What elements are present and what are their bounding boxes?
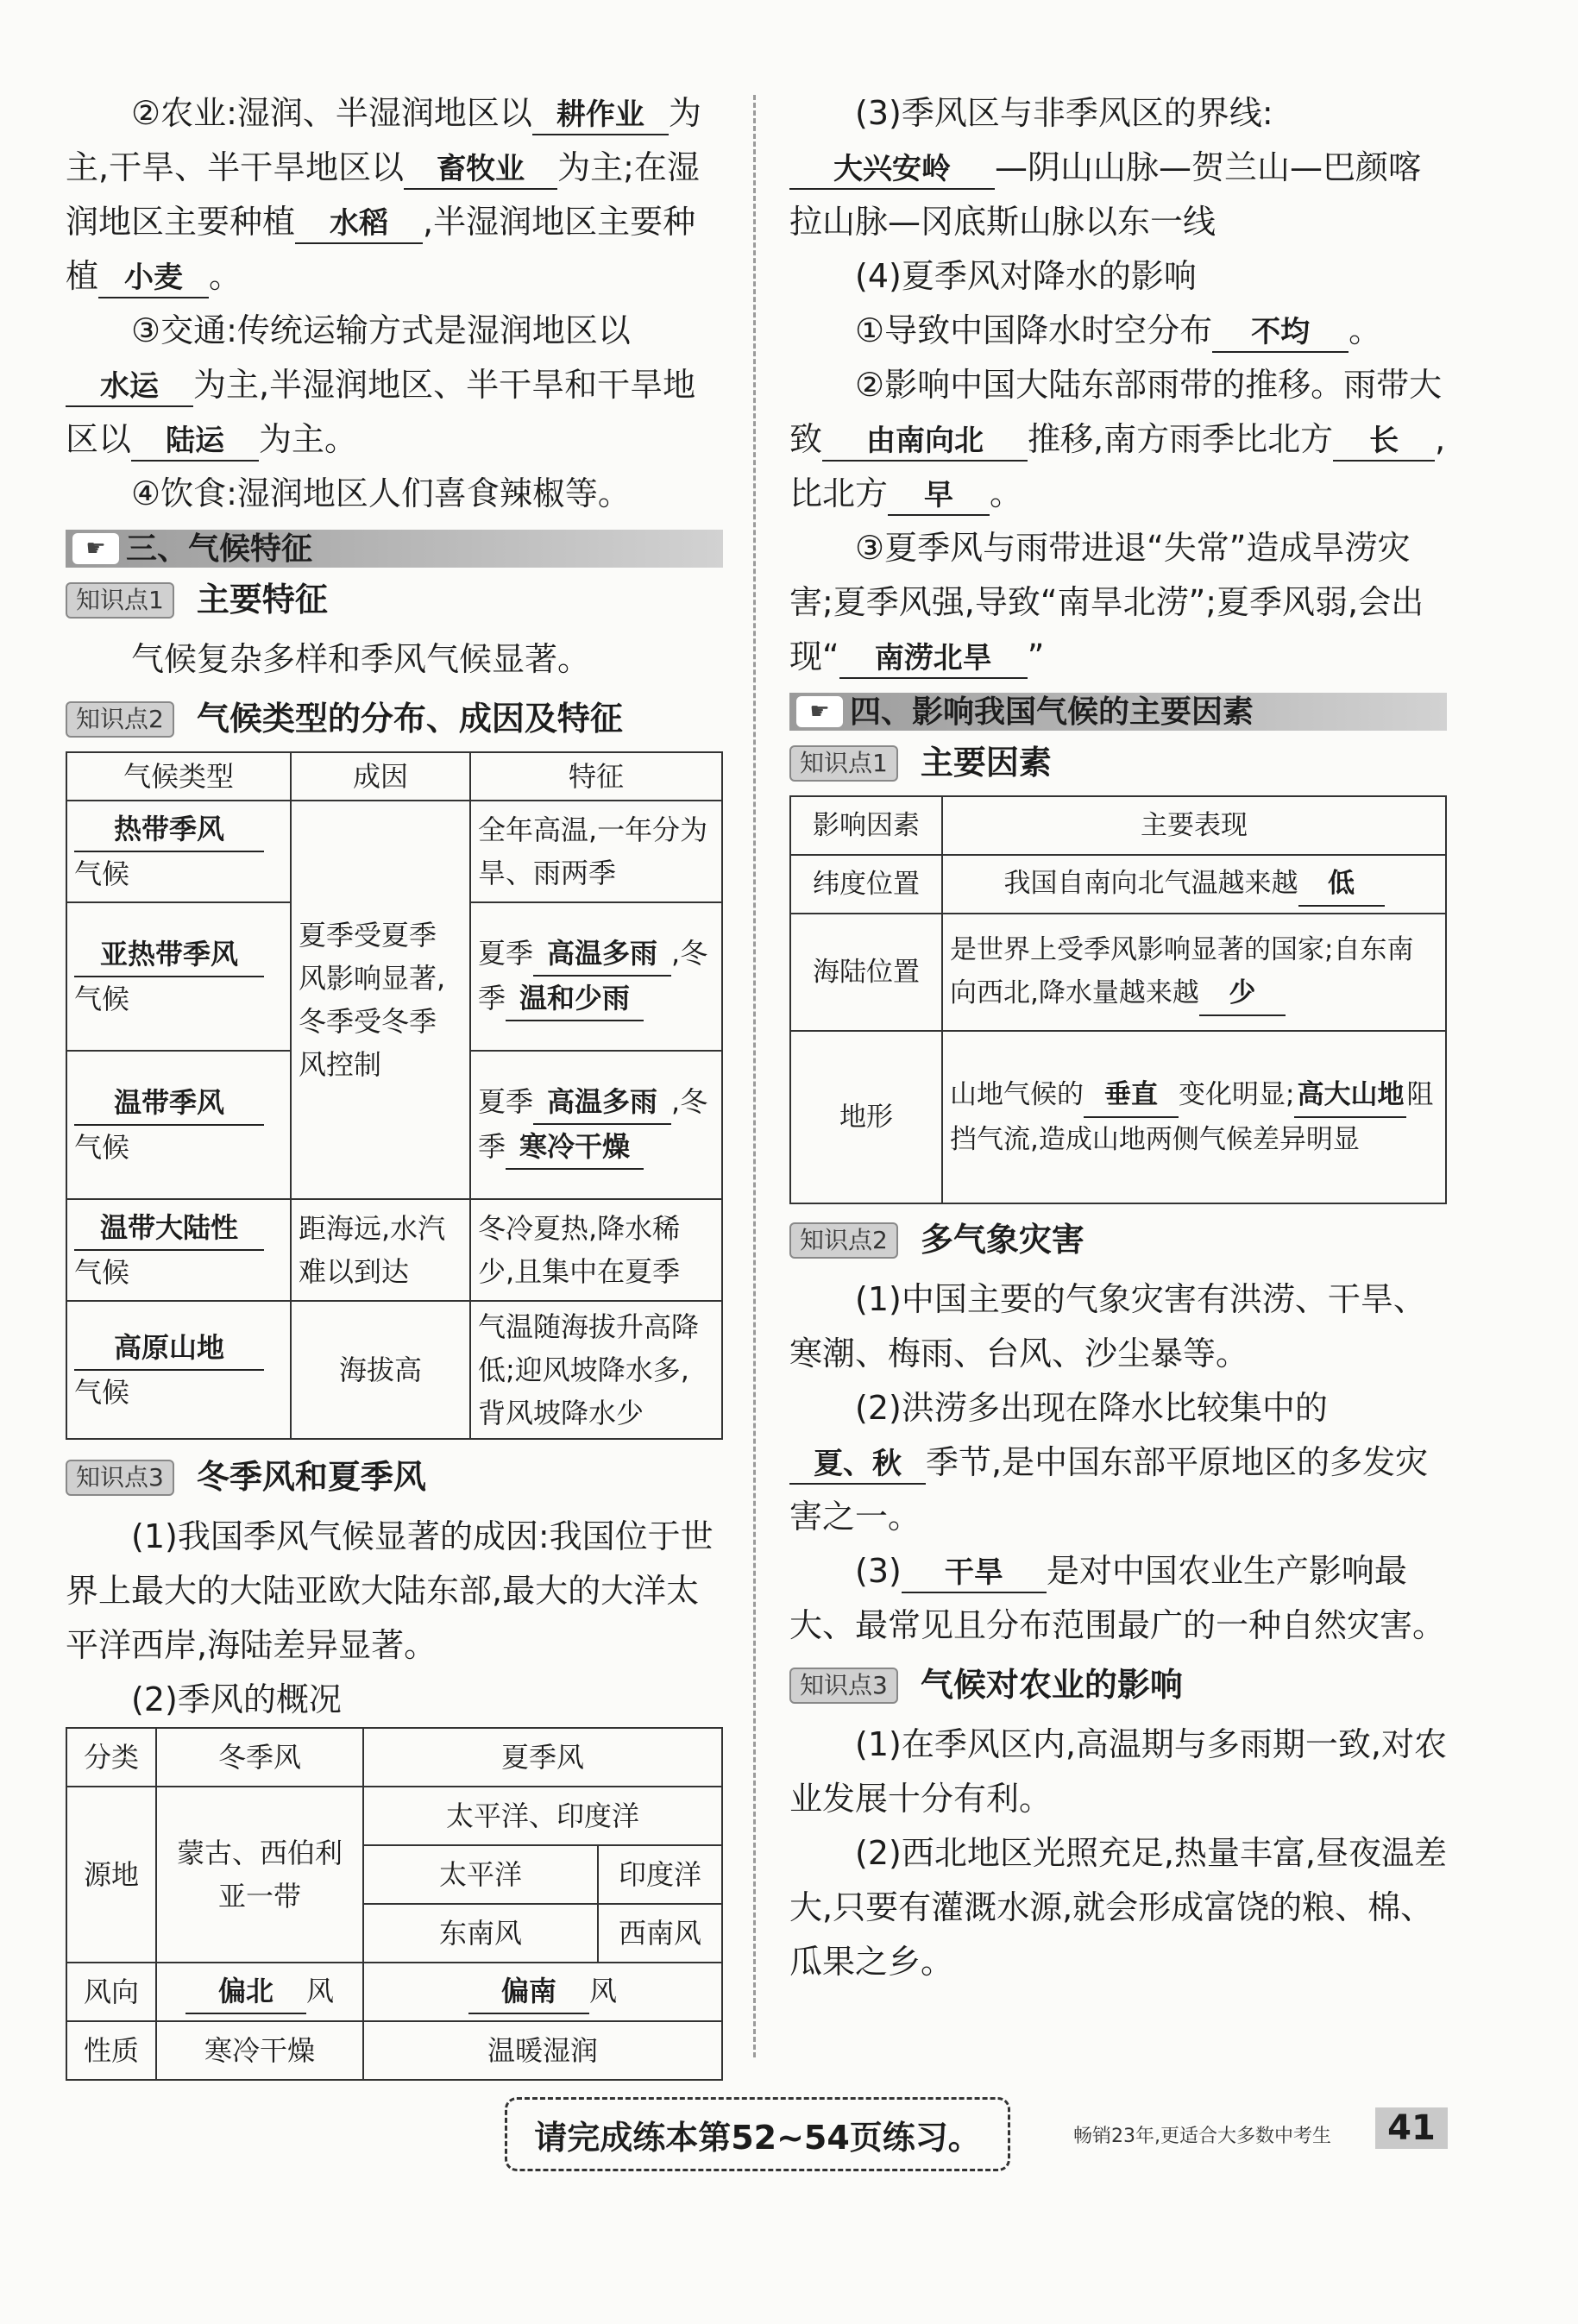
agriculture-paragraph: ②农业:湿润、半湿润地区以 耕作业 为主,干旱、半干旱地区以 畜牧业 为主;在湿润地区主要种植 水稻 ,半湿润地区主要种植 小麦 。 xyxy=(66,86,723,304)
answer-blank[interactable]: 温和少雨 xyxy=(506,977,644,1021)
answer-blank[interactable]: 偏南 xyxy=(468,1969,589,2014)
knowledge-point-title: 主要因素 xyxy=(920,744,1052,782)
monsoon-overview-label: (2)季风的概况 xyxy=(131,1680,342,1718)
right-column xyxy=(789,86,1447,1989)
precipitation-paragraph: ①导致中国降水时空分布 不均 。 xyxy=(789,304,1447,358)
climate-type-cell: 温带大陆性 气候 xyxy=(66,1199,291,1301)
monsoon-cause-paragraph: (1)我国季风气候显著的成因:我国位于世界上最大的大陆亚欧大陆东部,最大的大洋太平洋西岸,海陆差异显著。 xyxy=(66,1517,714,1664)
answer-blank[interactable]: 耕作业 xyxy=(532,96,669,135)
drought-paragraph: (3) 干旱 是对中国农业生产影响最大、最常见且分布范围最广的一种自然灾害。 xyxy=(789,1552,1446,1644)
knowledge-point-3 xyxy=(66,1450,723,1504)
knowledge-point-title: 主要特征 xyxy=(196,581,328,619)
pointing-hand-icon: ☛ xyxy=(72,533,119,564)
climate-factor-table xyxy=(789,795,1447,1204)
rain-belt-paragraph: ②影响中国大陆东部雨带的推移。雨带大致 由南向北 推移,南方雨季比北方 长 ,比北方 早 。 xyxy=(789,358,1447,521)
answer-blank[interactable]: 寒冷干燥 xyxy=(506,1125,644,1170)
cause-cell: 海拔高 xyxy=(291,1301,470,1439)
knowledge-point-badge: 知识点1 xyxy=(66,582,174,619)
answer-blank[interactable]: 不均 xyxy=(1212,313,1349,353)
winter-direction-cell: 偏北 风 xyxy=(156,1963,363,2021)
feature-cell: 冬冷夏热,降水稀少,且集中在夏季 xyxy=(470,1199,722,1301)
summer-direction-cell: 偏南 风 xyxy=(363,1963,722,2021)
knowledge-point-badge: 知识点3 xyxy=(789,1668,898,1704)
knowledge-point-1 xyxy=(66,573,723,627)
answer-blank[interactable]: 大兴安岭 xyxy=(789,150,995,190)
answer-blank[interactable]: 少 xyxy=(1199,971,1286,1016)
knowledge-point-title: 多气象灾害 xyxy=(920,1221,1084,1259)
table-row xyxy=(790,914,1446,1031)
table-row xyxy=(66,1787,722,1845)
knowledge-point-badge: 知识点3 xyxy=(66,1460,174,1496)
row-label: 性质 xyxy=(66,2021,156,2080)
table-row xyxy=(790,1031,1446,1203)
monsoon-table xyxy=(66,1727,723,2081)
answer-blank[interactable]: 温带季风 xyxy=(74,1081,264,1126)
pointing-hand-icon: ☛ xyxy=(796,696,843,727)
row-label: 源地 xyxy=(66,1787,156,1963)
flood-paragraph: (2)洪涝多出现在降水比较集中的夏、秋 季节,是中国东部平原地区的多发灾害之一。 xyxy=(789,1389,1429,1536)
page-number: 41 xyxy=(1375,2107,1448,2149)
diet-paragraph: ④饮食:湿润地区人们喜食辣椒等。 xyxy=(131,474,631,512)
knowledge-point-1 xyxy=(789,736,1447,790)
answer-blank[interactable]: 水稻 xyxy=(295,204,423,244)
table-header: 冬季风 xyxy=(156,1728,363,1787)
disaster-list-paragraph: (1)中国主要的气象灾害有洪涝、干旱、寒潮、梅雨、台风、沙尘暴等。 xyxy=(789,1280,1426,1372)
column-divider xyxy=(753,95,756,2057)
summer-source-cell: 太平洋、印度洋 xyxy=(363,1787,722,1845)
answer-blank[interactable]: 温带大陆性 xyxy=(74,1206,264,1251)
factor-name-cell: 地形 xyxy=(790,1031,942,1203)
climate-type-cell: 温带季风 气候 xyxy=(66,1051,291,1199)
climate-type-cell: 高原山地 气候 xyxy=(66,1301,291,1439)
table-header: 夏季风 xyxy=(363,1728,722,1787)
agriculture-effect-paragraph-1: (1)在季风区内,高温期与多雨期一致,对农业发展十分有利。 xyxy=(789,1725,1447,1818)
answer-blank[interactable]: 小麦 xyxy=(98,259,209,298)
feature-cell: 气温随海拔升高降低;迎风坡降水多,背风坡降水少 xyxy=(470,1301,722,1439)
indian-ocean-cell: 印度洋 xyxy=(598,1845,722,1904)
answer-blank[interactable]: 水运 xyxy=(66,367,193,407)
answer-blank[interactable]: 夏、秋 xyxy=(789,1445,926,1485)
knowledge-point-badge: 知识点2 xyxy=(789,1222,898,1259)
knowledge-point-badge: 知识点1 xyxy=(789,745,898,782)
section-header-climate xyxy=(66,530,723,568)
table-header: 气候类型 xyxy=(66,752,291,801)
main-feature-text: 气候复杂多样和季风气候显著。 xyxy=(131,640,591,678)
answer-blank[interactable]: 南涝北旱 xyxy=(839,639,1028,679)
transport-paragraph: ③交通:传统运输方式是湿润地区以水运 为主,半湿润地区、半干旱和干旱地区以 陆运 为主。 xyxy=(66,304,723,467)
table-header: 影响因素 xyxy=(790,796,942,855)
answer-blank[interactable]: 偏北 xyxy=(185,1969,306,2014)
winter-source-cell: 蒙古、西伯利亚一带 xyxy=(156,1787,363,1963)
table-header-row xyxy=(66,1728,722,1787)
winter-nature-cell: 寒冷干燥 xyxy=(156,2021,363,2080)
answer-blank[interactable]: 高温多雨 xyxy=(533,1080,671,1125)
row-label: 风向 xyxy=(66,1963,156,2021)
section-title: 三、气候特征 xyxy=(126,531,313,567)
answer-blank[interactable]: 畜牧业 xyxy=(404,150,557,190)
answer-blank[interactable]: 高大山地 xyxy=(1294,1073,1406,1118)
pacific-cell: 太平洋 xyxy=(363,1845,598,1904)
feature-cell: 全年高温,一年分为旱、雨两季 xyxy=(470,801,722,902)
answer-blank[interactable]: 由南向北 xyxy=(822,422,1028,462)
answer-blank[interactable]: 低 xyxy=(1298,862,1385,907)
summer-monsoon-heading: (4)夏季风对降水的影响 xyxy=(855,257,1197,295)
table-header: 分类 xyxy=(66,1728,156,1787)
answer-blank[interactable]: 干旱 xyxy=(902,1554,1047,1593)
knowledge-point-badge: 知识点2 xyxy=(66,701,174,738)
table-header-row xyxy=(790,796,1446,855)
answer-blank[interactable]: 早 xyxy=(888,476,990,516)
answer-blank[interactable]: 陆运 xyxy=(131,422,259,462)
knowledge-point-3 xyxy=(789,1658,1447,1712)
table-header: 成因 xyxy=(291,752,470,801)
climate-type-cell: 亚热带季风 气候 xyxy=(66,902,291,1051)
knowledge-point-title: 气候类型的分布、成因及特征 xyxy=(196,700,623,738)
exercise-instruction-box: 请完成练本第52~54页练习。 xyxy=(505,2097,1010,2171)
cause-cell: 夏季受夏季风影响显著,冬季受冬季风控制 xyxy=(291,801,470,1199)
answer-blank[interactable]: 高原山地 xyxy=(74,1326,264,1371)
table-row xyxy=(66,1301,722,1439)
answer-blank[interactable]: 热带季风 xyxy=(74,807,264,852)
feature-cell: 夏季 高温多雨 ,冬季 温和少雨 xyxy=(470,902,722,1051)
cause-cell: 距海远,水汽难以到达 xyxy=(291,1199,470,1301)
table-row xyxy=(66,1963,722,2021)
factor-effect-cell: 我国自南向北气温越来越 低 xyxy=(942,855,1446,914)
section-title: 四、影响我国气候的主要因素 xyxy=(850,694,1254,730)
feature-cell: 夏季 高温多雨 ,冬季 寒冷干燥 xyxy=(470,1051,722,1199)
book-slogan: 畅销23年,更适合大多数中考生 xyxy=(1073,2126,1331,2147)
monsoon-boundary-paragraph: (3)季风区与非季风区的界线:大兴安岭 —阴山山脉—贺兰山—巴颜喀拉山脉—冈底斯山脉以东一线 xyxy=(789,94,1422,241)
answer-blank[interactable]: 长 xyxy=(1333,422,1435,462)
knowledge-point-2 xyxy=(66,692,723,746)
table-row xyxy=(66,1199,722,1301)
table-row xyxy=(66,801,722,902)
factor-effect-cell: 是世界上受季风影响显著的国家;自东南向西北,降水量越来越 少 xyxy=(942,914,1446,1031)
knowledge-point-title: 冬季风和夏季风 xyxy=(196,1458,426,1496)
southwest-wind-cell: 西南风 xyxy=(598,1904,722,1963)
southeast-wind-cell: 东南风 xyxy=(363,1904,598,1963)
agriculture-effect-paragraph-2: (2)西北地区光照充足,热量丰富,昼夜温差大,只要有灌溉水源,就会形成富饶的粮、棉、瓜果之乡。 xyxy=(789,1834,1447,1981)
table-row xyxy=(790,855,1446,914)
climate-type-table xyxy=(66,751,723,1440)
climate-type-cell: 热带季风 气候 xyxy=(66,801,291,902)
table-row xyxy=(66,2021,722,2080)
table-header: 特征 xyxy=(470,752,722,801)
answer-blank[interactable]: 垂直 xyxy=(1084,1073,1179,1118)
table-header: 主要表现 xyxy=(942,796,1446,855)
section-header-factors xyxy=(789,693,1447,731)
disaster-cause-paragraph: ③夏季风与雨带进退“失常”造成旱涝灾害;夏季风强,导致“南旱北涝”;夏季风弱,会出现“ 南涝北旱 ” xyxy=(789,521,1447,684)
factor-effect-cell: 山地气候的 垂直 变化明显;高大山地阻挡气流,造成山地两侧气候差异明显 xyxy=(942,1031,1446,1203)
table-header-row xyxy=(66,752,722,801)
answer-blank[interactable]: 亚热带季风 xyxy=(74,933,264,977)
answer-blank[interactable]: 高温多雨 xyxy=(533,932,671,977)
factor-name-cell: 纬度位置 xyxy=(790,855,942,914)
knowledge-point-title: 气候对农业的影响 xyxy=(920,1666,1183,1704)
summer-nature-cell: 温暖湿润 xyxy=(363,2021,722,2080)
left-column xyxy=(66,86,723,2081)
factor-name-cell: 海陆位置 xyxy=(790,914,942,1031)
knowledge-point-2 xyxy=(789,1213,1447,1267)
